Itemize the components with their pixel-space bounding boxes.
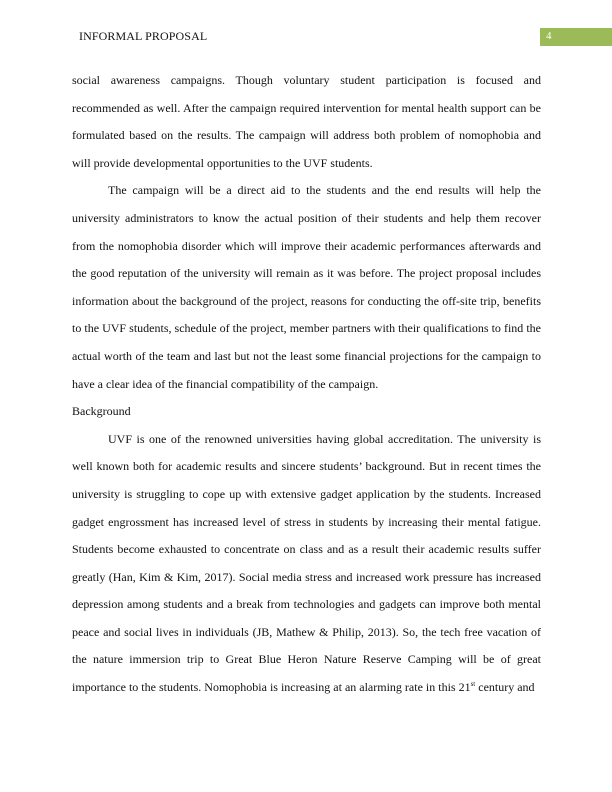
section-heading-background: Background [72,404,131,419]
paragraph-campaign-aid: The campaign will be a direct aid to the students and the end results will help the university administrators to know the actual position of their students and help them recover from the nomophobia disorder which will improve their academic performances afterwards and the good reputation of the university will remain as it was before. The project proposal includes information about the background of the project, reasons for conducting the off-site trip, benefits to the UVF students, schedule of the project, member partners with their qualifications to find the actual worth of the team and last but not the least some financial projections for the campaign to have a clear idea of the financial compatibility of the campaign. [72,183,541,391]
document-body [72,67,541,702]
superscript-ordinal: st [470,680,476,689]
paragraph-background-tail: century and [475,680,535,695]
page-number: 4 [546,30,552,42]
paragraph-background [72,426,541,702]
page-number-box [540,28,612,46]
paragraph-background-text: UVF is one of the renowned universities having global accreditation. The university is well known both for academic results and sincere students’ background. But in recent times the university is struggling to cope up with extensive gadget application by the students. Increased gadget engrossment has increased level of stress in students by increasing their mental fatigue. Students become exhausted to concentrate on class and as a result their academic results suffer greatly (Han, Kim & Kim, 2017). Social media stress and increased work pressure has increased depression among students and a break from technologies and gadgets can improve both mental peace and social lives in individuals (JB, Mathew & Philip, 2013). So, the tech free vacation of the nature immersion trip to Great Blue Heron Nature Reserve Camping will be of great importance to the students. Nomophobia is increasing at an alarming rate in this 21 [72,431,541,695]
running-head: INFORMAL PROPOSAL [79,29,208,43]
paragraph-campaign-intro: social awareness campaigns. Though voluntary student participation is focused and recommended as well. After the campaign required intervention for mental health support can be formulated based on the results. The campaign will address both problem of nomophobia and will provide developmental opportunities to the UVF students. [72,73,541,170]
